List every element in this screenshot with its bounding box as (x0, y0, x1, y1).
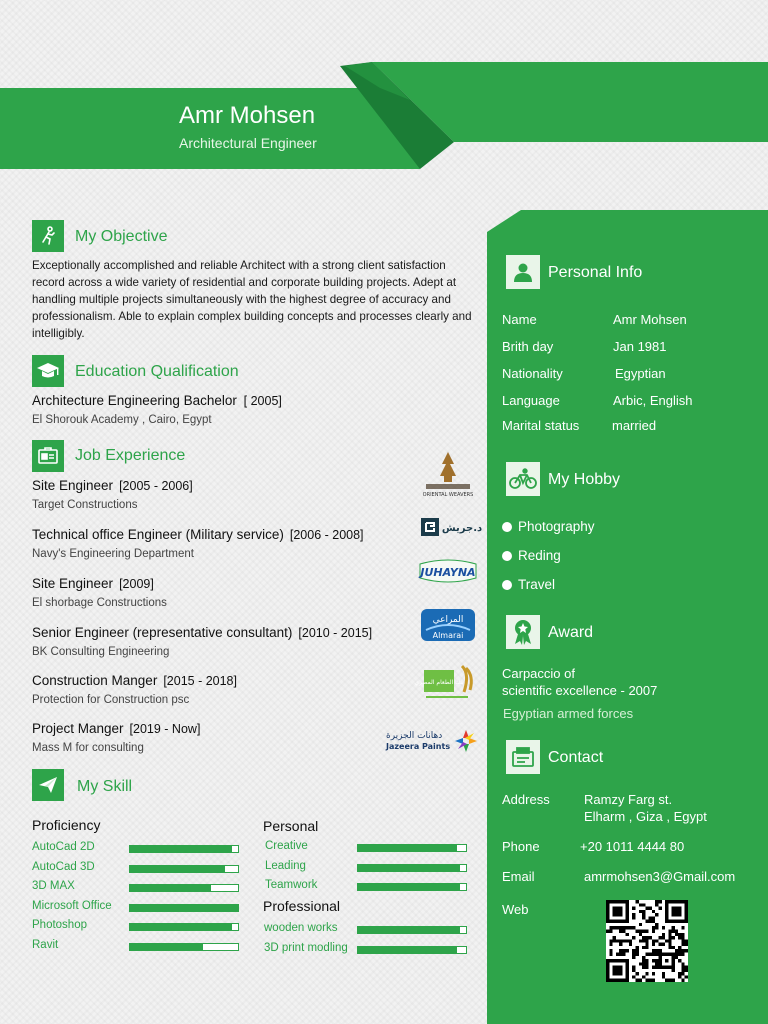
phone-value[interactable]: +20 1011 4444 80 (580, 839, 685, 854)
header-banner (0, 62, 768, 172)
award-line-1: Carpaccio of (502, 666, 575, 681)
info-value: married (612, 418, 657, 433)
skill-label: AutoCad 3D (32, 861, 95, 873)
personal-info-title: Personal Info (548, 264, 643, 281)
skill-label: Creative (265, 840, 308, 852)
svg-text:المراعي: المراعي (432, 615, 464, 625)
info-label: Brith day (502, 339, 554, 354)
award-line-2: scientific excellence - 2007 (502, 683, 658, 698)
job-title (32, 721, 200, 736)
education-title: Education Qualification (75, 363, 239, 380)
juhayna-text: JUHAYNA (420, 566, 476, 579)
oriental-weavers-text: ORIENTAL WEAVERS (422, 492, 474, 498)
almarai-logo (420, 608, 476, 642)
jazeera-paints-logo (384, 727, 480, 755)
proficiency-heading: Proficiency (32, 817, 101, 833)
graduation-cap-icon (32, 355, 64, 387)
job-title-label: Construction Manger (32, 673, 158, 688)
job-period: [2019 - Now] (129, 722, 201, 736)
g-brand-logo (420, 515, 483, 541)
job-title-label: Site Engineer (32, 576, 114, 591)
education-school: El Shorouk Academy , Cairo, Egypt (32, 414, 212, 426)
job-title (32, 576, 154, 591)
skill-level-fill (130, 905, 238, 911)
skill-level-bar (357, 883, 467, 891)
job-title-label: Senior Engineer (representative consultant) (32, 625, 293, 640)
email-label: Email (502, 869, 535, 884)
address-line-1: Ramzy Farg st. (584, 792, 673, 807)
jazeera-paints-text: Jazeera Paints (386, 742, 451, 751)
skill-level-fill (130, 944, 203, 950)
skill-level-bar (129, 865, 239, 873)
skill-label: 3D print modling (264, 942, 348, 954)
job-company: Protection for Construction psc (32, 694, 190, 706)
info-label: Language (502, 393, 560, 408)
skill-level-fill (130, 846, 232, 852)
skill-level-bar (357, 864, 467, 872)
personal-skills-heading: Personal (263, 818, 319, 834)
skill-level-bar (129, 904, 239, 912)
skill-level-bar (357, 844, 467, 852)
svg-text:دهانات الجزيرة: دهانات الجزيرة (386, 731, 443, 741)
skill-level-fill (358, 865, 460, 871)
bicycle-icon (506, 462, 540, 496)
skill-level-bar (129, 943, 239, 951)
skill-label: Photoshop (32, 919, 87, 931)
info-value: Jan 1981 (613, 339, 667, 354)
skill-level-fill (130, 866, 225, 872)
objective-title: My Objective (75, 228, 168, 245)
almarai-text: Almarai (432, 631, 464, 640)
food-bank-logo (414, 662, 478, 702)
hobby-item: Travel (502, 577, 555, 592)
skill-level-fill (130, 885, 211, 891)
education-year: [ 2005] (243, 394, 282, 408)
skill-label: Microsoft Office (32, 900, 112, 912)
running-person-icon (32, 220, 64, 252)
award-organization: Egyptian armed forces (503, 706, 634, 721)
id-card-icon (32, 440, 64, 472)
food-bank-text: بنك الطعام المصري (414, 679, 464, 686)
job-period: [2009] (119, 577, 154, 591)
skill-label: wooden works (264, 922, 338, 934)
person-name: Amr Mohsen (179, 102, 316, 129)
address-label: Address (502, 792, 550, 807)
job-company: BK Consulting Engineering (32, 646, 170, 658)
info-label: Marital status (502, 418, 580, 433)
job-period: [2005 - 2006] (119, 479, 193, 493)
award-ribbon-icon (506, 615, 540, 649)
info-label: Name (502, 312, 537, 327)
skill-level-fill (130, 924, 232, 930)
email-value[interactable]: amrmohsen3@Gmail.com (584, 869, 736, 884)
address-line-2: Elharm , Giza , Egypt (584, 809, 707, 824)
hobby-title: My Hobby (548, 471, 621, 488)
job-company: El shorbage Constructions (32, 597, 167, 609)
skill-label: Teamwork (265, 879, 318, 891)
juhayna-logo (418, 558, 478, 586)
phone-label: Phone (502, 839, 540, 854)
job-title-label: Technical office Engineer (Military service) (32, 527, 284, 542)
job-period: [2015 - 2018] (163, 674, 237, 688)
skills-title: My Skill (77, 778, 133, 795)
education-degree (32, 393, 282, 408)
info-label: Nationality (502, 366, 563, 381)
award-title: Award (548, 624, 594, 641)
objective-text: Exceptionally accomplished and reliable Architect with a strong client satisfaction record across a wide variety of residential and corporate building projects. Adept at handling multiple projects simultaneously with the highest degree of accuracy and professionalism. Able to explain complex building concepts and processes clearly and intelligibly. (32, 259, 472, 340)
contact-title: Contact (548, 749, 604, 766)
job-period: [2010 - 2015] (298, 626, 373, 640)
oriental-weavers-logo (420, 450, 476, 498)
skill-level-bar (357, 926, 467, 934)
job-title-label: Project Manger (32, 721, 124, 736)
job-title (32, 673, 237, 688)
person-role: Architectural Engineer (179, 135, 317, 151)
skill-level-bar (129, 923, 239, 931)
g-brand-text: د.جريش (441, 523, 483, 534)
skill-level-fill (358, 845, 457, 851)
professional-skills-heading: Professional (263, 898, 341, 914)
jobs-title: Job Experience (75, 447, 186, 464)
qr-code-icon[interactable] (606, 900, 688, 982)
hobby-item: Reding (502, 548, 561, 563)
skill-level-bar (129, 884, 239, 892)
skill-level-fill (358, 884, 460, 890)
job-company: Navy's Engineering Department (32, 548, 194, 560)
job-title-label: Site Engineer (32, 478, 114, 493)
contact-card-icon (506, 740, 540, 774)
job-company: Target Constructions (32, 499, 138, 511)
job-company: Mass M for consulting (32, 742, 144, 754)
paper-plane-icon (32, 769, 64, 801)
skill-label: 3D MAX (32, 880, 75, 892)
hobby-item: Photography (502, 519, 595, 534)
job-title (32, 478, 193, 493)
education-degree-label: Architecture Engineering Bachelor (32, 393, 237, 408)
skill-label: AutoCad 2D (32, 841, 95, 853)
skill-level-fill (358, 927, 460, 933)
skill-level-bar (357, 946, 467, 954)
skill-label: Leading (265, 860, 306, 872)
job-title (32, 527, 364, 542)
web-label: Web (502, 902, 529, 917)
info-value: Arbic, English (613, 393, 693, 408)
info-value: Egyptian (615, 366, 666, 381)
skill-level-fill (358, 947, 457, 953)
job-period: [2006 - 2008] (289, 528, 364, 542)
job-title (32, 625, 372, 640)
skill-level-bar (129, 845, 239, 853)
info-value: Amr Mohsen (613, 312, 687, 327)
user-icon (506, 255, 540, 289)
skill-label: Ravit (32, 939, 59, 951)
